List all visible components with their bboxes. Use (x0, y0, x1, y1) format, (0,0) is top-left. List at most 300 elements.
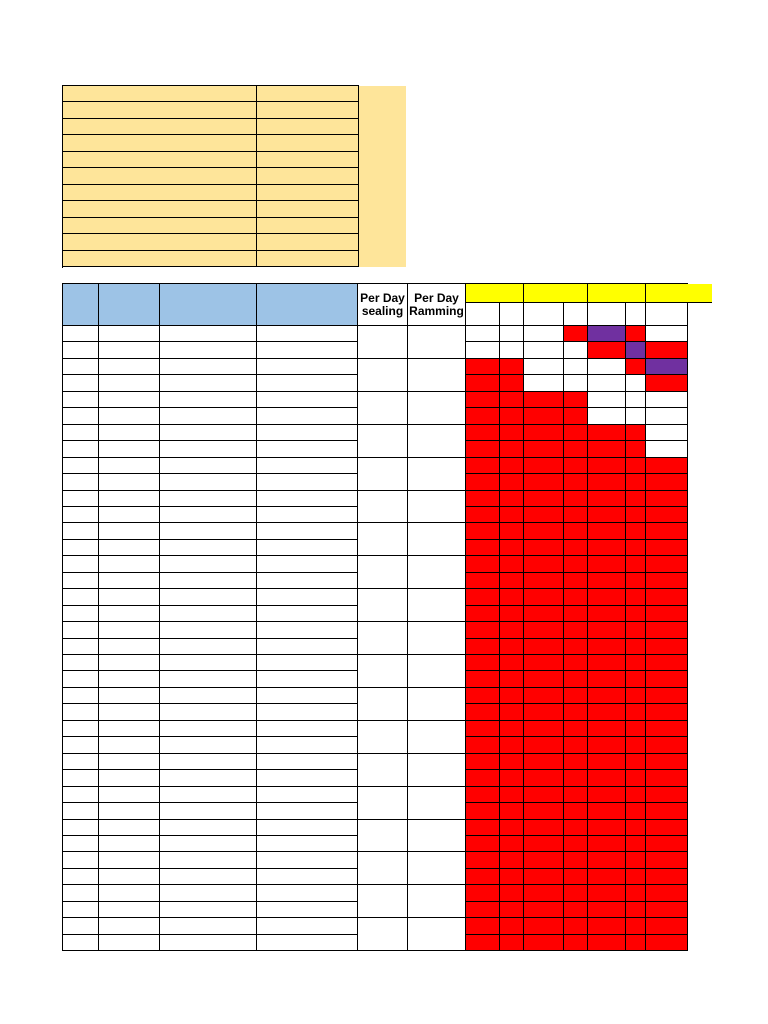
schedule-cell (524, 408, 564, 425)
legend-activity-code (257, 185, 359, 201)
ramming-date-cell (257, 655, 358, 671)
sr-no-cell (63, 688, 99, 704)
sr-no-cell (63, 606, 99, 622)
schedule-cell (524, 918, 564, 935)
schedule-cell (588, 869, 626, 885)
schedule-cell (588, 704, 626, 721)
schedule-cell (500, 935, 524, 951)
legend-activity-code (257, 168, 359, 185)
schedule-cell (466, 342, 500, 359)
schedule-cell (588, 622, 626, 639)
schedule-cell (564, 737, 588, 754)
schedule-cell (626, 787, 646, 803)
schedule-cell (564, 671, 588, 688)
schedule-cell (588, 408, 626, 425)
legend-activity-name (63, 102, 257, 119)
pot-no-cell (99, 770, 160, 787)
schedule-cell (524, 935, 564, 951)
schedule-cell (466, 392, 500, 408)
pot-no-cell (99, 375, 160, 392)
schedule-cell (524, 491, 564, 507)
schedule-cell (646, 458, 688, 474)
schedule-cell (646, 671, 688, 688)
sr-no-cell (63, 589, 99, 606)
ramming-date-cell (257, 408, 358, 425)
pot-no-cell (99, 655, 160, 671)
schedule-cell (626, 770, 646, 787)
sr-no-cell (63, 425, 99, 441)
schedule-cell (564, 425, 588, 441)
per-day-ramming-cell (408, 754, 466, 787)
schedule-cell (564, 852, 588, 869)
schedule-cell (646, 902, 688, 918)
sr-no-cell (63, 375, 99, 392)
ramming-date-cell (257, 458, 358, 474)
sealing-date-cell (160, 836, 257, 852)
sealing-date-cell (160, 803, 257, 820)
sr-no-cell (63, 342, 99, 359)
pot-no-cell (99, 639, 160, 655)
schedule-cell (564, 836, 588, 852)
schedule-cell (524, 721, 564, 737)
pot-no-cell (99, 852, 160, 869)
per-day-sealing-cell (358, 688, 408, 721)
schedule-cell (646, 342, 688, 359)
legend-activity-code (257, 251, 359, 267)
pot-no-cell (99, 408, 160, 425)
sealing-date-cell (160, 655, 257, 671)
ramming-date-cell (257, 754, 358, 770)
schedule-cell (588, 573, 626, 589)
legend-activity-code (257, 152, 359, 168)
schedule-cell (626, 606, 646, 622)
sr-no-cell (63, 474, 99, 491)
schedule-cell (500, 392, 524, 408)
schedule-cell (626, 704, 646, 721)
schedule-cell (466, 474, 500, 491)
schedule-cell (646, 770, 688, 787)
sealing-date-cell (160, 359, 257, 375)
schedule-cell (466, 441, 500, 458)
per-day-sealing-cell (358, 556, 408, 589)
per-day-sealing-cell (358, 820, 408, 852)
schedule-cell (626, 737, 646, 754)
schedule-cell (588, 688, 626, 704)
ramming-date-cell (257, 836, 358, 852)
per-day-ramming-cell (408, 425, 466, 458)
pot-no-cell (99, 359, 160, 375)
ramming-date-cell (257, 639, 358, 655)
schedule-cell (466, 902, 500, 918)
per-day-sealing-cell (358, 523, 408, 556)
sr-no-cell (63, 754, 99, 770)
schedule-cell (626, 902, 646, 918)
legend-side-panel (359, 86, 406, 267)
schedule-cell (564, 704, 588, 721)
schedule-cell (588, 425, 626, 441)
legend-activity-code (257, 119, 359, 135)
legend-activity-name (63, 86, 257, 102)
schedule-cell (646, 589, 688, 606)
schedule-cell (500, 655, 524, 671)
schedule-cell (466, 869, 500, 885)
pot-no-cell (99, 342, 160, 359)
legend-activity-name (63, 218, 257, 234)
per-day-sealing-cell (358, 787, 408, 820)
schedule-cell (500, 523, 524, 540)
pot-no-cell (99, 836, 160, 852)
schedule-cell (626, 852, 646, 869)
legend-activity-name (63, 135, 257, 152)
day-date-header (588, 284, 646, 303)
schedule-cell (646, 935, 688, 951)
ramming-date-cell (257, 392, 358, 408)
schedule-cell (588, 671, 626, 688)
schedule-cell (524, 803, 564, 820)
sr-no-cell (63, 770, 99, 787)
schedule-cell (588, 935, 626, 951)
schedule-cell (564, 556, 588, 573)
schedule-cell (626, 441, 646, 458)
schedule-cell (626, 869, 646, 885)
sealing-date-cell (160, 688, 257, 704)
sealing-date-cell (160, 852, 257, 869)
legend-activity-code (257, 102, 359, 119)
schedule-cell (646, 573, 688, 589)
schedule-cell (626, 375, 646, 392)
schedule-cell (466, 523, 500, 540)
legend-activity-code (257, 135, 359, 152)
per-day-sealing-cell (358, 589, 408, 622)
legend-activity-name (63, 201, 257, 218)
schedule-cell (524, 540, 564, 556)
ramming-date-cell (257, 787, 358, 803)
schedule-cell (500, 721, 524, 737)
sealing-date-cell (160, 754, 257, 770)
schedule-cell (524, 754, 564, 770)
ramming-date-cell (257, 326, 358, 342)
schedule-cell (500, 540, 524, 556)
schedule-cell (588, 639, 626, 655)
schedule-cell (500, 556, 524, 573)
schedule-cell (466, 507, 500, 523)
shift-header (466, 303, 500, 326)
ramming-date-cell (257, 556, 358, 573)
schedule-cell (524, 507, 564, 523)
ramming-date-cell (257, 474, 358, 491)
schedule-cell (500, 359, 524, 375)
schedule-cell (500, 770, 524, 787)
pot-no-cell (99, 918, 160, 935)
schedule-cell (524, 704, 564, 721)
sr-no-cell (63, 721, 99, 737)
schedule-cell (524, 326, 564, 342)
schedule-cell (500, 836, 524, 852)
pot-no-cell (99, 458, 160, 474)
ramming-date-header (257, 284, 358, 326)
schedule-cell (646, 392, 688, 408)
per-day-sealing-cell (358, 885, 408, 918)
schedule-cell (466, 458, 500, 474)
schedule-cell (626, 556, 646, 573)
sr-no-cell (63, 540, 99, 556)
sealing-date-cell (160, 375, 257, 392)
ramming-date-cell (257, 918, 358, 935)
sr-no-cell (63, 392, 99, 408)
schedule-cell (524, 359, 564, 375)
schedule-cell (466, 885, 500, 902)
sr-no-cell (63, 655, 99, 671)
schedule-cell (588, 523, 626, 540)
schedule-cell (524, 671, 564, 688)
per-day-ramming-cell (408, 326, 466, 359)
schedule-cell (646, 721, 688, 737)
schedule-cell (466, 671, 500, 688)
sealing-date-cell (160, 787, 257, 803)
schedule-cell (588, 458, 626, 474)
schedule-cell (466, 589, 500, 606)
per-day-ramming-header (408, 284, 466, 326)
sr-no-cell (63, 556, 99, 573)
sr-no-cell (63, 918, 99, 935)
schedule-cell (564, 606, 588, 622)
pot-no-cell (99, 869, 160, 885)
schedule-cell (500, 918, 524, 935)
schedule-cell (626, 803, 646, 820)
schedule-cell (500, 589, 524, 606)
sr-no-cell (63, 622, 99, 639)
day-date-header (524, 284, 588, 303)
schedule-cell (466, 737, 500, 754)
pot-no-cell (99, 556, 160, 573)
schedule-cell (500, 375, 524, 392)
sealing-date-cell (160, 770, 257, 787)
pot-no-cell (99, 885, 160, 902)
schedule-cell (500, 787, 524, 803)
schedule-cell (564, 655, 588, 671)
sr-no-cell (63, 869, 99, 885)
schedule-cell (646, 836, 688, 852)
sr-no-cell (63, 935, 99, 951)
per-day-sealing-cell (358, 458, 408, 491)
schedule-cell (626, 540, 646, 556)
schedule-cell (646, 425, 688, 441)
ramming-date-cell (257, 589, 358, 606)
sealing-date-cell (160, 573, 257, 589)
schedule-cell (524, 770, 564, 787)
per-day-sealing-cell (358, 721, 408, 754)
schedule-cell (646, 359, 688, 375)
schedule-cell (466, 704, 500, 721)
pot-no-cell (99, 721, 160, 737)
schedule-cell (564, 491, 588, 507)
per-day-ramming-cell (408, 918, 466, 951)
schedule-cell (466, 787, 500, 803)
schedule-cell (564, 392, 588, 408)
per-day-ramming-cell (408, 491, 466, 523)
per-day-sealing-cell (358, 425, 408, 458)
schedule-cell (646, 556, 688, 573)
per-day-sealing-header (358, 284, 408, 326)
sr-no-cell (63, 803, 99, 820)
schedule-cell (564, 754, 588, 770)
schedule-cell (646, 375, 688, 392)
ramming-date-cell (257, 820, 358, 836)
sr-no-cell (63, 408, 99, 425)
schedule-cell (466, 606, 500, 622)
sealing-date-cell (160, 392, 257, 408)
schedule-cell (626, 836, 646, 852)
per-day-ramming-cell (408, 359, 466, 392)
day-date-header (646, 284, 712, 303)
schedule-cell (500, 507, 524, 523)
sr-no-cell (63, 787, 99, 803)
ramming-date-cell (257, 869, 358, 885)
sealing-date-cell (160, 523, 257, 540)
schedule-cell (626, 408, 646, 425)
pot-no-cell (99, 606, 160, 622)
schedule-cell (564, 573, 588, 589)
schedule-cell (524, 820, 564, 836)
sr-no-cell (63, 852, 99, 869)
schedule-cell (564, 787, 588, 803)
schedule-cell (646, 507, 688, 523)
schedule-cell (588, 770, 626, 787)
legend-activity-name (63, 119, 257, 135)
schedule-cell (564, 523, 588, 540)
ramming-date-cell (257, 935, 358, 951)
schedule-cell (626, 622, 646, 639)
sealing-date-cell (160, 491, 257, 507)
schedule-cell (466, 655, 500, 671)
schedule-cell (564, 622, 588, 639)
sealing-date-cell (160, 408, 257, 425)
schedule-cell (626, 639, 646, 655)
schedule-cell (626, 935, 646, 951)
schedule-cell (588, 589, 626, 606)
schedule-cell (588, 540, 626, 556)
pot-no-cell (99, 902, 160, 918)
pot-no-cell (99, 441, 160, 458)
sealing-date-cell (160, 326, 257, 342)
schedule-cell (564, 326, 588, 342)
schedule-cell (524, 441, 564, 458)
schedule-cell (626, 671, 646, 688)
schedule-cell (500, 573, 524, 589)
legend-activity-name (63, 185, 257, 201)
sealing-date-cell (160, 869, 257, 885)
schedule-cell (626, 491, 646, 507)
ramming-date-cell (257, 606, 358, 622)
per-day-ramming-cell (408, 458, 466, 491)
pot-no-cell (99, 935, 160, 951)
ramming-date-cell (257, 573, 358, 589)
ramming-date-cell (257, 540, 358, 556)
ramming-date-cell (257, 721, 358, 737)
schedule-cell (646, 737, 688, 754)
per-day-ramming-cell (408, 622, 466, 655)
schedule-cell (588, 556, 626, 573)
schedule-cell (588, 787, 626, 803)
schedule-cell (588, 359, 626, 375)
sr-no-header (63, 284, 99, 326)
schedule-cell (626, 573, 646, 589)
legend-activity-code (257, 218, 359, 234)
schedule-cell (466, 622, 500, 639)
schedule-cell (646, 655, 688, 671)
shift-header (588, 303, 626, 326)
schedule-cell (500, 852, 524, 869)
schedule-cell (588, 885, 626, 902)
pot-no-cell (99, 507, 160, 523)
schedule-cell (646, 540, 688, 556)
schedule-cell (524, 885, 564, 902)
per-day-sealing-cell (358, 622, 408, 655)
sealing-date-header (160, 284, 257, 326)
sealing-date-cell (160, 918, 257, 935)
schedule-cell (524, 556, 564, 573)
header-line: Per Day (360, 290, 405, 305)
schedule-cell (646, 918, 688, 935)
sealing-date-cell (160, 935, 257, 951)
schedule-cell (646, 869, 688, 885)
legend-activity-code (257, 234, 359, 251)
ramming-date-cell (257, 902, 358, 918)
ramming-date-cell (257, 441, 358, 458)
schedule-cell (466, 375, 500, 392)
legend-activity-name (63, 234, 257, 251)
schedule-cell (588, 803, 626, 820)
schedule-cell (500, 326, 524, 342)
schedule-cell (466, 836, 500, 852)
schedule-cell (564, 507, 588, 523)
schedule-cell (564, 589, 588, 606)
schedule-cell (646, 441, 688, 458)
schedule-cell (524, 392, 564, 408)
schedule-cell (500, 342, 524, 359)
schedule-cell (500, 704, 524, 721)
schedule-cell (524, 902, 564, 918)
pot-no-cell (99, 491, 160, 507)
schedule-cell (588, 342, 626, 359)
schedule-cell (564, 342, 588, 359)
sr-no-cell (63, 326, 99, 342)
schedule-cell (626, 820, 646, 836)
ramming-date-cell (257, 491, 358, 507)
schedule-cell (588, 852, 626, 869)
schedule-cell (626, 474, 646, 491)
sealing-date-cell (160, 458, 257, 474)
ramming-date-cell (257, 342, 358, 359)
sealing-date-cell (160, 425, 257, 441)
schedule-cell (626, 507, 646, 523)
ramming-date-cell (257, 852, 358, 869)
schedule-cell (524, 852, 564, 869)
ramming-date-cell (257, 770, 358, 787)
per-day-ramming-cell (408, 523, 466, 556)
legend-activity-name (63, 152, 257, 168)
sr-no-cell (63, 671, 99, 688)
schedule-cell (588, 655, 626, 671)
per-day-sealing-cell (358, 359, 408, 392)
schedule-cell (564, 721, 588, 737)
sealing-date-cell (160, 671, 257, 688)
shift-header (500, 303, 524, 326)
schedule-cell (646, 787, 688, 803)
schedule-cell (466, 770, 500, 787)
pot-no-cell (99, 474, 160, 491)
pot-no-cell (99, 737, 160, 754)
